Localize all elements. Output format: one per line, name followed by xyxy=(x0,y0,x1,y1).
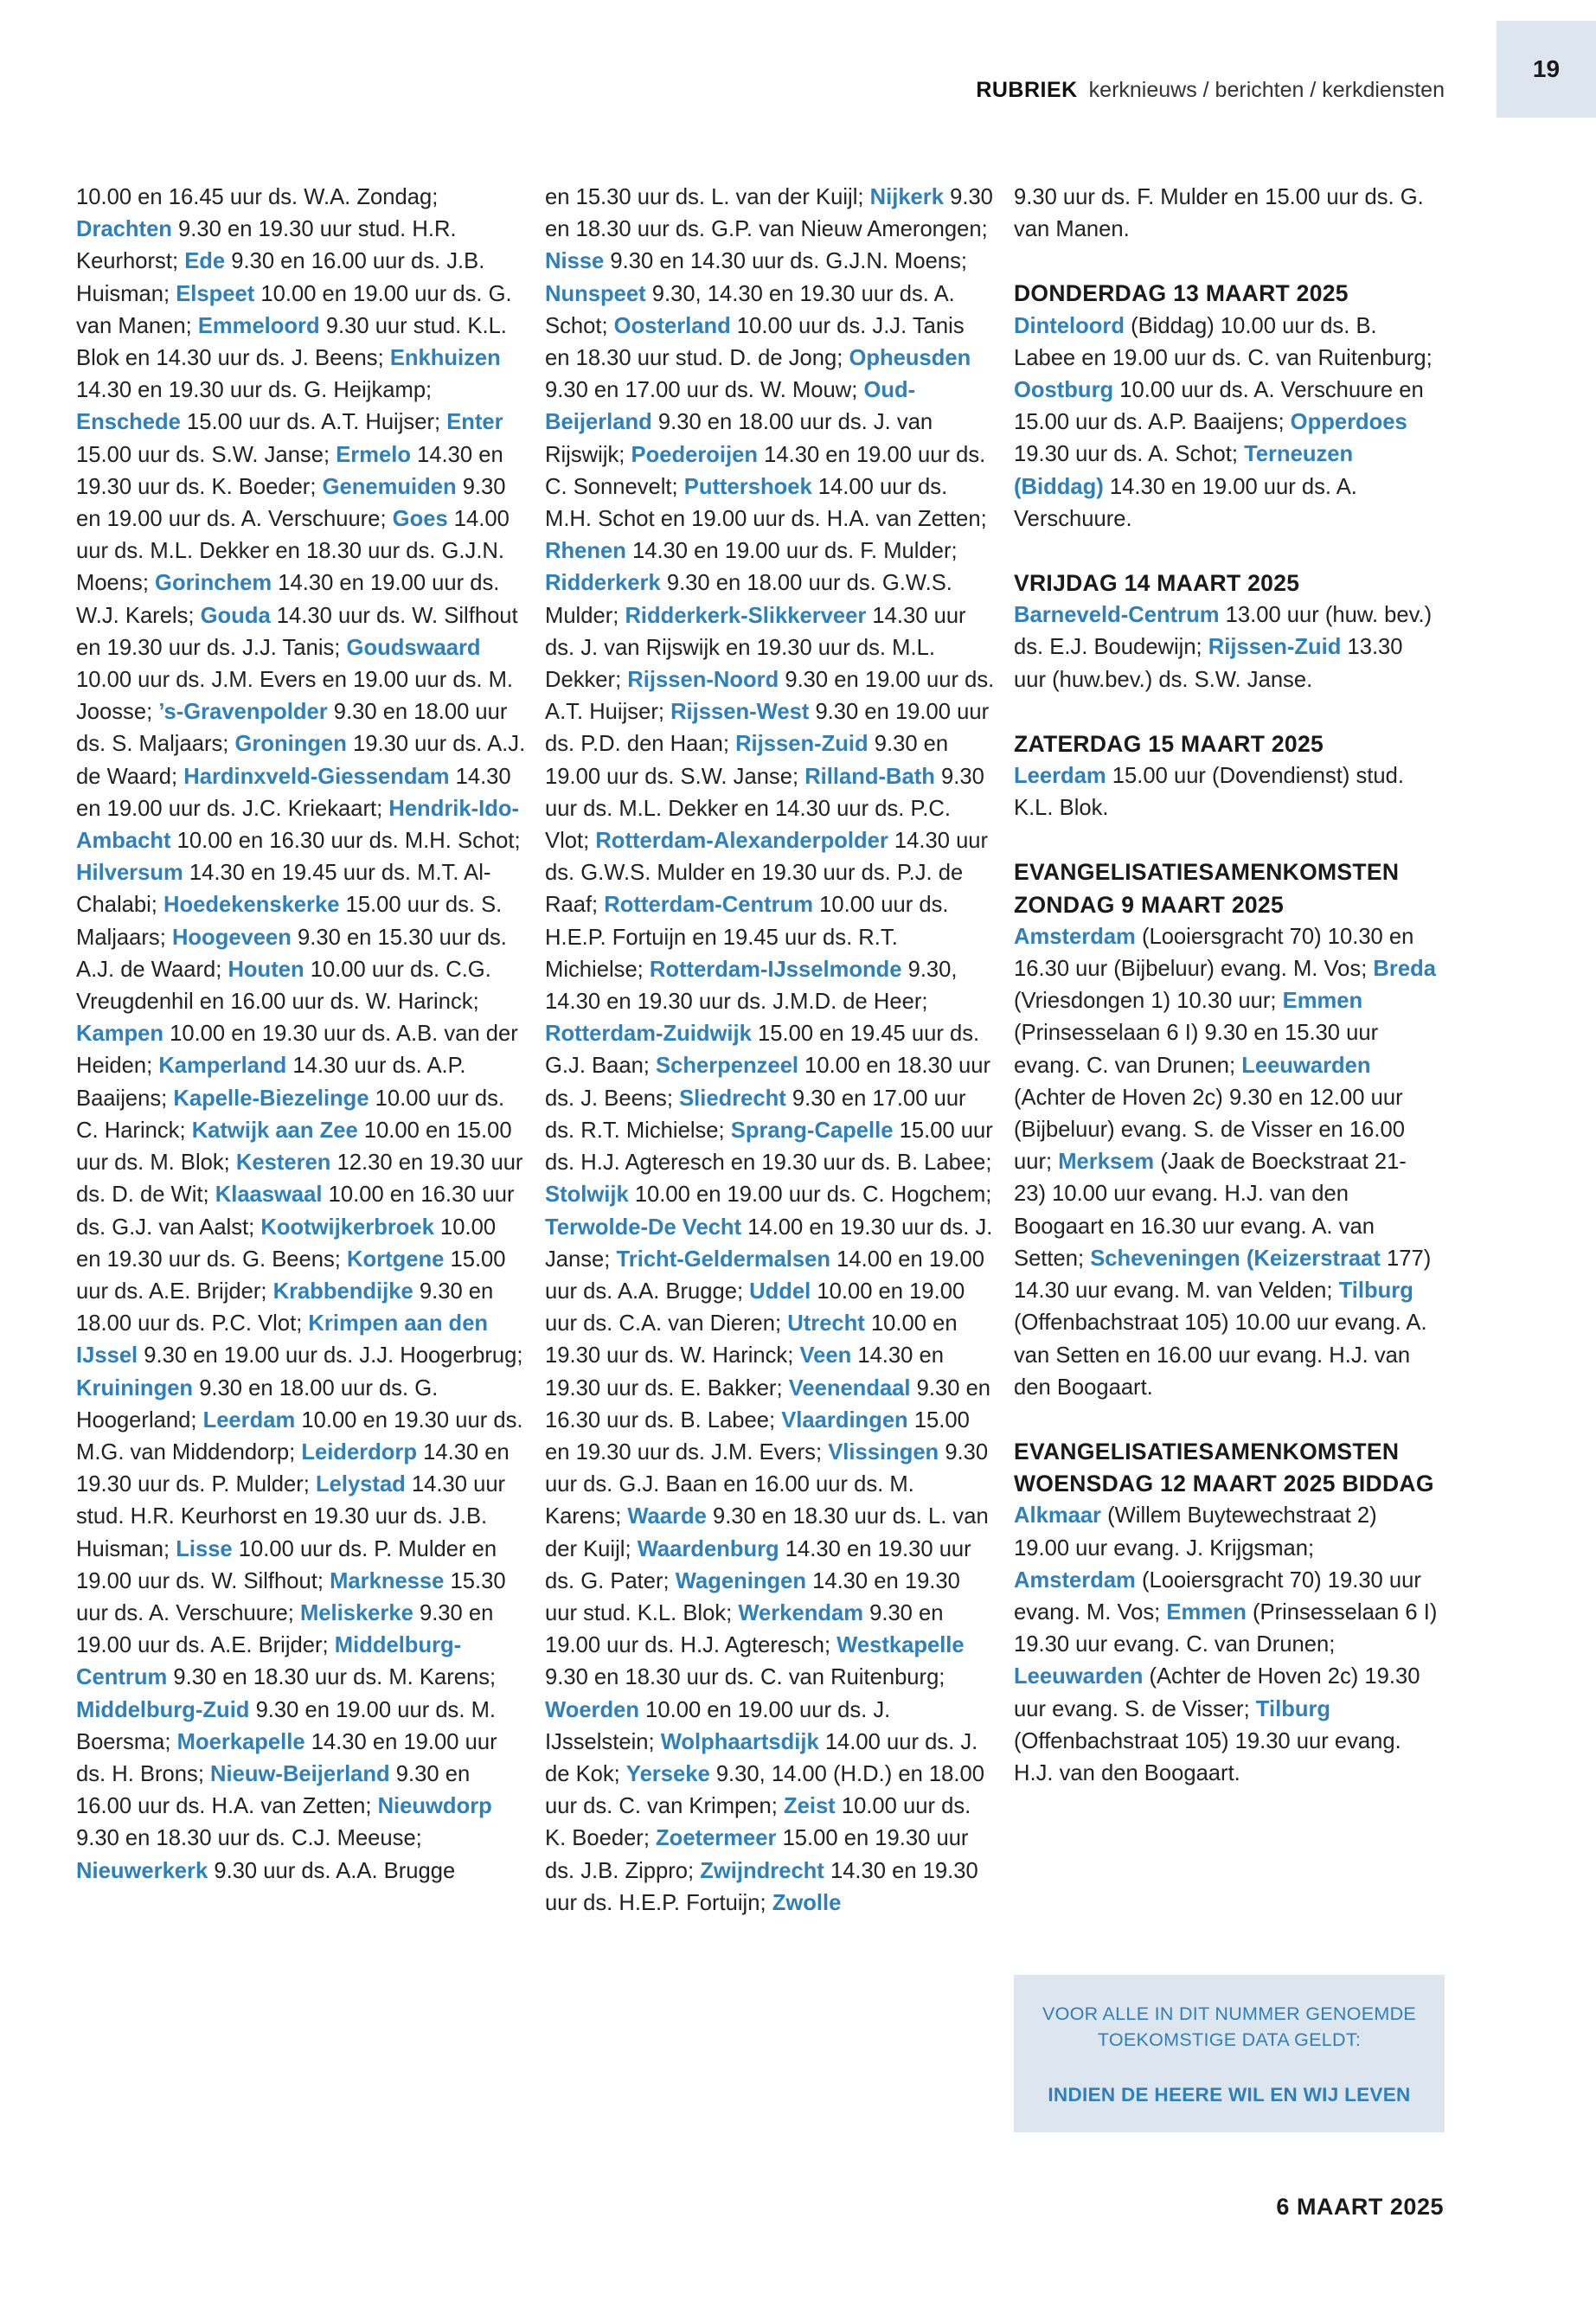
service-details: 10.00 uur ds. C. Harinck; xyxy=(76,1086,505,1143)
place-name: Zoetermeer xyxy=(656,1826,777,1851)
place-name: Dinteloord xyxy=(1014,313,1125,338)
service-details: 9.30 en 18.00 uur ds. G. Hoogerland; xyxy=(76,1375,439,1433)
service-details: 14.00 uur ds. J. de Kok; xyxy=(545,1729,978,1786)
notice-box xyxy=(1014,1975,1445,2132)
place-name: Scheveningen (Keizerstraat xyxy=(1090,1246,1381,1271)
place-name: Utrecht xyxy=(787,1311,865,1336)
place-name: Rhenen xyxy=(545,539,626,564)
place-name: ’s-Gravenpolder xyxy=(158,700,328,725)
service-details: 10.00 en 19.00 uur ds. C. Hogchem; xyxy=(628,1183,992,1208)
service-details: (Achter de Hoven 2c) 9.30 en 12.00 uur (Bijbeluur) evang. S. de Visser en 16.00 uur; xyxy=(1014,1085,1405,1175)
place-name: Goes xyxy=(392,507,448,532)
service-details: 9.30 en 18.30 uur ds. C.J. Meeuse; xyxy=(76,1826,422,1851)
service-details: 9.30 en 18.00 uur ds. S. Maljaars; xyxy=(76,700,508,757)
place-name: Tilburg xyxy=(1255,1696,1331,1721)
service-details: 14.30 en 19.30 uur ds. P. Mulder; xyxy=(76,1439,510,1497)
service-details: 14.30 en 19.30 uur ds. H.E.P. Fortuijn; xyxy=(545,1858,978,1915)
service-details: 9.30 en 19.00 uur ds. S.W. Janse; xyxy=(545,732,949,789)
place-name: Oosterland xyxy=(613,313,731,338)
service-details: (Achter de Hoven 2c) 19.30 uur evang. S. de Visser; xyxy=(1014,1664,1420,1721)
place-name: Leerdam xyxy=(202,1407,296,1433)
place-name: Wolphaartsdijk xyxy=(660,1729,819,1754)
service-details: 10.00 uur ds. K. Boeder; xyxy=(545,1794,971,1851)
place-name: Middelburg-Centrum xyxy=(76,1633,462,1690)
place-name: Werkendam xyxy=(738,1600,863,1625)
place-name: Ridderkerk xyxy=(545,571,661,596)
place-name: Zwijndrecht xyxy=(700,1858,824,1883)
place-name: Enter xyxy=(446,410,503,435)
place-name: Kampen xyxy=(76,1022,163,1047)
place-name: Vlissingen xyxy=(828,1439,939,1465)
place-name: Nunspeet xyxy=(545,281,646,306)
service-details: 14.00 en 19.30 uur ds. J. Janse; xyxy=(545,1215,993,1272)
service-details: 9.30 uur ds. G.J. Baan en 16.00 uur ds. M. Karens; xyxy=(545,1439,989,1529)
place-name: Veenendaal xyxy=(788,1375,911,1400)
place-name: Krimpen aan den IJssel xyxy=(76,1311,489,1368)
service-listing xyxy=(545,182,995,1920)
service-details: 177) 14.30 uur evang. M. van Velden; xyxy=(1014,1246,1432,1304)
service-details: 14.30 en 19.30 uur ds. K. Boeder; xyxy=(76,442,503,499)
place-name: Rijssen-Zuid xyxy=(1208,635,1342,660)
service-details: (Prinsesselaan 6 I) 9.30 en 15.30 uur evang. C. van Drunen; xyxy=(1014,1021,1379,1078)
service-details: (Offenbachstraat 105) 19.30 uur evang. H.J. van den Boogaart. xyxy=(1014,1728,1401,1785)
place-name: Nijkerk xyxy=(869,185,944,209)
column-3 xyxy=(1014,182,1438,1790)
place-name: Marknesse xyxy=(330,1568,445,1593)
service-details: 12.30 en 19.30 uur ds. D. de Wit; xyxy=(76,1150,523,1208)
service-details: 10.00 uur ds. J.M. Evers en 19.00 uur ds. M. Joosse; xyxy=(76,668,514,725)
place-name: Tilburg xyxy=(1338,1279,1413,1304)
place-name: Nisse xyxy=(545,249,605,274)
section-title: EVANGELISATIESAMENKOMSTEN ZONDAG 9 MAART 2025 xyxy=(1014,859,1400,918)
place-name: Meliskerke xyxy=(299,1600,413,1625)
place-name: Sprang-Capelle xyxy=(730,1118,894,1143)
place-name: Oostburg xyxy=(1014,378,1114,403)
service-details: 14.30 uur stud. H.R. Keurhorst en 19.30 uur ds. J.B. Huisman; xyxy=(76,1472,506,1561)
service-details: 10.00 uur ds. A. Verschuure en 15.00 uur ds. A.P. Baaijens; xyxy=(1014,378,1424,435)
section-body xyxy=(1014,921,1438,1404)
service-details: 10.00 en 19.00 uur ds. J. IJsselstein; xyxy=(545,1697,891,1754)
service-details: 9.30 en 19.00 uur ds. M. Boersma; xyxy=(76,1697,497,1754)
place-name: Hilversum xyxy=(76,861,183,886)
service-details: (Biddag) 10.00 uur ds. B. Labee en 19.00 uur ds. C. van Ruitenburg; xyxy=(1014,313,1433,370)
place-name: Leerdam xyxy=(1014,764,1106,789)
service-details: 14.30 en 19.00 uur ds. C. Sonnevelt; xyxy=(545,442,986,499)
place-name: Rijssen-West xyxy=(670,700,810,725)
rubriek-text: kerknieuws / berichten / kerkdiensten xyxy=(1088,78,1445,102)
place-name: Uddel xyxy=(749,1279,811,1304)
service-details: 9.30 en 19.30 uur stud. H.R. Keurhorst; xyxy=(76,217,457,274)
place-name: Stolwijk xyxy=(545,1183,629,1208)
service-details: 14.30 uur ds. G.W.S. Mulder en 19.30 uur ds. P.J. de Raaf; xyxy=(545,829,989,918)
service-details: 9.30 en 16.30 uur ds. B. Labee; xyxy=(545,1375,991,1433)
service-details: 9.30 en 18.30 uur ds. M. Karens; xyxy=(167,1665,497,1690)
service-details: 10.00 en 19.30 uur ds. G. Beens; xyxy=(76,1215,497,1272)
place-name: Opheusden xyxy=(849,346,971,371)
service-details: 10.00 en 19.00 uur ds. G. van Manen; xyxy=(76,281,512,338)
place-name: Ede xyxy=(184,249,226,274)
service-details: 14.30 en 19.30 uur stud. K.L. Blok; xyxy=(545,1568,960,1625)
service-details: 15.00 en 19.30 uur ds. J.B. Zippro; xyxy=(545,1826,969,1883)
service-details: 14.30 uur ds. J. van Rijswijk en 19.30 uur ds. M.L. Dekker; xyxy=(545,603,966,693)
place-name: Ermelo xyxy=(336,442,411,467)
service-details: 10.00 uur ds. J.J. Tanis en 18.30 uur stud. D. de Jong; xyxy=(545,313,965,371)
service-details: (Offenbachstraat 105) 10.00 uur evang. A. van Setten en 16.00 uur evang. H.J. van den Boogaart. xyxy=(1014,1311,1427,1400)
service-details: (Vriesdongen 1) 10.30 uur; xyxy=(1014,989,1283,1014)
service-details: 15.00 uur ds. S.W. Janse; xyxy=(76,442,337,467)
service-details: 10.00 en 19.30 uur ds. W. Harinck; xyxy=(545,1311,958,1368)
section-title: VRIJDAG 14 MAART 2025 xyxy=(1014,570,1300,597)
place-name: Vlaardingen xyxy=(781,1407,908,1433)
service-details: 10.00 en 16.45 uur ds. W.A. Zondag; xyxy=(76,185,439,209)
place-name: Middelburg-Zuid xyxy=(76,1697,250,1722)
service-details: 15.00 en 19.30 uur ds. J.M. Evers; xyxy=(545,1407,970,1465)
place-name: Nieuwerkerk xyxy=(76,1858,208,1883)
place-name: Breda xyxy=(1373,957,1436,982)
service-details: 10.00 en 15.00 uur ds. M. Blok; xyxy=(76,1118,512,1176)
place-name: Ridderkerk-Slikkerveer xyxy=(625,603,867,628)
place-name: Rotterdam-Zuidwijk xyxy=(545,1022,752,1047)
service-details: 15.00 uur ds. A.E. Brijder; xyxy=(76,1247,506,1304)
service-details: 9.30 en 17.00 uur ds. R.T. Michielse; xyxy=(545,1086,966,1143)
place-name: Kamperland xyxy=(158,1054,287,1079)
service-details: 9.30 en 19.00 uur ds. A. Verschuure; xyxy=(76,474,506,532)
place-name: Sliedrecht xyxy=(679,1086,786,1111)
place-name: Hendrik-Ido-Ambacht xyxy=(76,796,520,854)
service-details: 9.30 en 19.00 uur ds. H.J. Agteresch; xyxy=(545,1600,944,1658)
service-details: 9.30 en 18.30 uur ds. C. van Ruitenburg; xyxy=(545,1665,945,1690)
service-details: 15.00 uur ds. H.J. Agteresch en 19.30 uur ds. B. Labee; xyxy=(545,1118,993,1176)
service-details: 14.30 uur ds. A.P. Baaijens; xyxy=(76,1054,466,1111)
place-name: Lisse xyxy=(176,1536,233,1561)
place-name: Westkapelle xyxy=(836,1633,965,1658)
service-details: 9.30 uur ds. M.L. Dekker en 14.30 uur ds. P.C. Vlot; xyxy=(545,764,984,854)
place-name: Woerden xyxy=(545,1697,640,1722)
place-name: Amsterdam xyxy=(1014,924,1136,949)
place-name: Puttershoek xyxy=(683,474,812,499)
service-details: 10.00 en 19.30 uur ds. A.B. van der Heiden; xyxy=(76,1022,518,1079)
notice-strong: INDIEN DE HEERE WIL EN WIJ LEVEN xyxy=(1048,2084,1411,2106)
place-name: Lelystad xyxy=(315,1472,406,1497)
place-name: Zwolle xyxy=(772,1890,842,1915)
service-details: 15.30 uur ds. A. Verschuure; xyxy=(76,1568,506,1625)
service-details: 9.30, 14.30 en 19.30 uur ds. A. Schot; xyxy=(545,281,955,338)
place-name: Katwijk aan Zee xyxy=(191,1118,358,1143)
place-name: Houten xyxy=(228,957,304,982)
place-name: Leeuwarden xyxy=(1014,1664,1144,1689)
service-details: 19.30 uur ds. A.J. de Waard; xyxy=(76,732,526,789)
service-details: 9.30 en 19.00 uur ds. A.E. Brijder; xyxy=(76,1600,494,1658)
service-details: 9.30 en 18.00 uur ds. G.W.S. Mulder; xyxy=(545,571,952,628)
service-details: 9.30 en 14.30 uur ds. G.J.N. Moens; xyxy=(604,249,967,274)
place-name: Poederoijen xyxy=(631,442,759,467)
place-name: Gorinchem xyxy=(155,571,272,596)
place-name: Kootwijkerbroek xyxy=(260,1215,434,1240)
service-details: 14.30 en 19.30 uur ds. G. Heijkamp; xyxy=(76,378,433,403)
column-1 xyxy=(76,182,526,1888)
service-details: (Looiersgracht 70) 19.30 uur evang. M. Vos; xyxy=(1014,1567,1421,1625)
place-name: Enschede xyxy=(76,410,181,435)
place-name: Waarde xyxy=(627,1504,707,1529)
place-name: Emmeloord xyxy=(197,313,320,338)
service-details: 10.00 uur ds. H.E.P. Fortuijn en 19.45 uur ds. R.T. Michielse; xyxy=(545,893,949,982)
service-details: en 15.30 uur ds. L. van der Kuijl; xyxy=(545,185,870,209)
place-name: Leiderdorp xyxy=(301,1439,417,1465)
place-name: Rotterdam-Centrum xyxy=(604,893,814,918)
place-name: Nieuwdorp xyxy=(377,1794,492,1819)
service-details: 9.30 uur ds. F. Mulder en 15.00 uur ds. G. van Manen. xyxy=(1014,185,1424,242)
place-name: Amsterdam xyxy=(1014,1567,1136,1593)
place-name: Kruiningen xyxy=(76,1375,194,1400)
place-name: Krabbendijke xyxy=(272,1279,413,1304)
service-details: 14.30 en 19.30 uur ds. E. Bakker; xyxy=(545,1343,944,1400)
column-2 xyxy=(545,182,995,1920)
service-details: 9.30 en 18.00 uur ds. J. van Rijswijk; xyxy=(545,410,933,467)
place-name: Kesteren xyxy=(235,1150,331,1176)
place-name: Genemuiden xyxy=(322,474,457,499)
service-details: 14.00 en 19.00 uur ds. A.A. Brugge; xyxy=(545,1247,984,1304)
section-title: DONDERDAG 13 MAART 2025 xyxy=(1014,280,1349,307)
service-details: (Looiersgracht 70) 10.30 en 16.30 uur (Bijbeluur) evang. M. Vos; xyxy=(1014,924,1414,982)
service-details: 10.00 uur ds. P. Mulder en 19.00 uur ds. W. Silfhout; xyxy=(76,1536,497,1593)
place-name: Veen xyxy=(799,1343,852,1368)
section-body xyxy=(1014,599,1438,696)
section-body xyxy=(1014,1500,1438,1790)
place-name: Enkhuizen xyxy=(389,346,501,371)
service-details: 14.30 en 19.00 uur ds. W.J. Karels; xyxy=(76,571,500,628)
place-name: Gouda xyxy=(200,603,271,628)
service-details: 14.30 en 19.45 uur ds. M.T. Al-Chalabi; xyxy=(76,861,491,918)
place-name: Goudswaard xyxy=(346,635,481,660)
place-name: Wageningen xyxy=(675,1568,806,1593)
service-details: (Jaak de Boeckstraat 21-23) 10.00 uur evang. H.J. van den Boogaart en 16.30 uur evang. A. van Setten; xyxy=(1014,1150,1407,1271)
service-details: 15.00 uur (Dovendienst) stud. K.L. Blok. xyxy=(1014,764,1404,821)
notice-line-1: VOOR ALLE IN DIT NUMMER GENOEMDE xyxy=(1042,2003,1417,2024)
service-details: 14.30 en 19.00 uur ds. H. Brons; xyxy=(76,1729,497,1786)
service-details: 14.30 en 19.30 uur ds. G. Pater; xyxy=(545,1536,971,1593)
place-name: Tricht-Geldermalsen xyxy=(616,1247,831,1272)
service-details: 10.00 en 16.30 uur ds. M.H. Schot; xyxy=(170,829,521,854)
section-body xyxy=(1014,311,1438,535)
service-details: 9.30 en 16.00 uur ds. H.A. van Zetten; xyxy=(76,1761,471,1819)
service-details: 9.30, 14.00 (H.D.) en 18.00 uur ds. C. van Krimpen; xyxy=(545,1761,984,1819)
issue-date: 6 MAART 2025 xyxy=(1276,2194,1444,2220)
service-details: 10.00 uur ds. C.G. Vreugdenhil en 16.00 uur ds. W. Harinck; xyxy=(76,957,491,1015)
place-name: Rijssen-Noord xyxy=(627,668,779,693)
service-details: 10.00 en 18.30 uur ds. J. Beens; xyxy=(545,1054,991,1111)
place-name: Alkmaar xyxy=(1014,1503,1102,1529)
place-name: Emmen xyxy=(1282,989,1363,1014)
service-details: 9.30 en 18.30 uur ds. L. van der Kuijl; xyxy=(545,1504,989,1561)
place-name: Drachten xyxy=(76,217,172,242)
service-details: 14.00 uur ds. M.H. Schot en 19.00 uur ds. H.A. van Zetten; xyxy=(545,474,987,532)
place-name: Yerseke xyxy=(625,1761,710,1786)
place-name: Rotterdam-Alexanderpolder xyxy=(595,829,888,854)
service-details: 9.30 en 16.00 uur ds. J.B. Huisman; xyxy=(76,249,485,306)
place-name: Rotterdam-IJsselmonde xyxy=(649,957,902,982)
service-details: 14.00 uur ds. M.L. Dekker en 18.30 uur ds. G.J.N. Moens; xyxy=(76,507,510,596)
service-details: 10.00 en 16.30 uur ds. G.J. van Aalst; xyxy=(76,1183,515,1240)
place-name: Klaaswaal xyxy=(215,1183,323,1208)
place-name: Scherpenzeel xyxy=(656,1054,799,1079)
place-name: Waardenburg xyxy=(637,1536,779,1561)
place-name: Opperdoes xyxy=(1290,410,1407,435)
place-name: Kapelle-Biezelinge xyxy=(173,1086,369,1111)
service-details: 14.30 en 19.00 uur ds. A. Verschuure. xyxy=(1014,474,1357,531)
service-details: 14.30 en 19.00 uur ds. J.C. Kriekaart; xyxy=(76,764,511,821)
place-name: Moerkapelle xyxy=(176,1729,305,1754)
service-details: 9.30 en 17.00 uur ds. W. Mouw; xyxy=(545,378,864,403)
service-details: 13.30 uur (huw.bev.) ds. S.W. Janse. xyxy=(1014,635,1403,692)
place-name: Emmen xyxy=(1166,1599,1247,1625)
service-details: 9.30 en 19.00 uur ds. A.T. Huijser; xyxy=(545,668,995,725)
service-details: 14.30 en 19.00 uur ds. F. Mulder; xyxy=(625,539,958,564)
place-name: Hoedekenskerke xyxy=(163,893,340,918)
service-details: (Prinsesselaan 6 I) 19.30 uur evang. C. van Drunen; xyxy=(1014,1599,1438,1657)
place-name: Groningen xyxy=(234,732,347,757)
place-name: Kortgene xyxy=(347,1247,445,1272)
place-name: Hoogeveen xyxy=(171,925,292,950)
service-details: 15.00 uur ds. A.T. Huijser; xyxy=(180,410,447,435)
section-title: ZATERDAG 15 MAART 2025 xyxy=(1014,730,1324,757)
place-name: Hardinxveld-Giessendam xyxy=(183,764,450,789)
service-details: 10.00 en 19.00 uur ds. C.A. van Dieren; xyxy=(545,1279,965,1336)
place-name: Rilland-Bath xyxy=(804,764,935,789)
page-number: 19 xyxy=(1532,55,1561,82)
place-name: Terwolde-De Vecht xyxy=(545,1215,742,1240)
service-details: 10.00 en 19.30 uur ds. M.G. van Middendorp; xyxy=(76,1407,523,1465)
place-name: Leeuwarden xyxy=(1241,1053,1371,1078)
place-name: Elspeet xyxy=(176,281,255,306)
service-details: 15.00 uur ds. S. Maljaars; xyxy=(76,893,503,950)
place-name: Terneuzen (Biddag) xyxy=(1014,442,1354,499)
place-name: Barneveld-Centrum xyxy=(1014,603,1220,628)
service-details: 9.30 en 18.30 uur ds. G.P. van Nieuw Amerongen; xyxy=(545,185,993,242)
place-name: Zeist xyxy=(783,1794,836,1819)
service-details: 9.30 en 15.30 uur ds. A.J. de Waard; xyxy=(76,925,507,982)
place-name: Rijssen-Zuid xyxy=(735,732,869,757)
service-listing-intro xyxy=(1014,182,1438,246)
place-name: Nieuw-Beijerland xyxy=(210,1761,390,1786)
service-listing xyxy=(76,182,526,1888)
section-body xyxy=(1014,760,1438,824)
section-title: EVANGELISATIESAMENKOMSTEN WOENSDAG 12 MAART 2025 BIDDAG xyxy=(1014,1438,1434,1497)
page-number-tab xyxy=(1497,21,1596,118)
section-header xyxy=(976,78,1445,103)
service-details: 9.30 en 19.00 uur ds. J.J. Hoogerbrug; xyxy=(138,1343,523,1368)
service-details: 15.00 en 19.45 uur ds. G.J. Baan; xyxy=(545,1022,980,1079)
service-details: (Willem Buytewechstraat 2) 19.00 uur evang. J. Krijgsman; xyxy=(1014,1503,1377,1561)
rubriek-label: RUBRIEK xyxy=(976,78,1078,102)
dated-sections xyxy=(1014,278,1438,1790)
service-details: 9.30 en 18.00 uur ds. P.C. Vlot; xyxy=(76,1279,494,1336)
service-details: 9.30 uur stud. K.L. Blok en 14.30 uur ds. J. Beens; xyxy=(76,313,507,371)
place-name: Oud-Beijerland xyxy=(545,378,916,435)
service-details: 14.30 uur ds. W. Silfhout en 19.30 uur ds. J.J. Tanis; xyxy=(76,603,518,660)
notice-line-2: TOEKOMSTIGE DATA GELDT: xyxy=(1097,2029,1362,2050)
place-name: Merksem xyxy=(1058,1150,1155,1175)
service-details: 9.30, 14.30 en 19.30 uur ds. J.M.D. de Heer; xyxy=(545,957,958,1015)
service-details: 19.30 uur ds. A. Schot; xyxy=(1014,442,1245,467)
service-details: 9.30 en 19.00 uur ds. P.D. den Haan; xyxy=(545,700,990,757)
service-details: 9.30 uur ds. A.A. Brugge xyxy=(208,1858,456,1883)
service-details: 13.00 uur (huw. bev.) ds. E.J. Boudewijn; xyxy=(1014,603,1433,660)
